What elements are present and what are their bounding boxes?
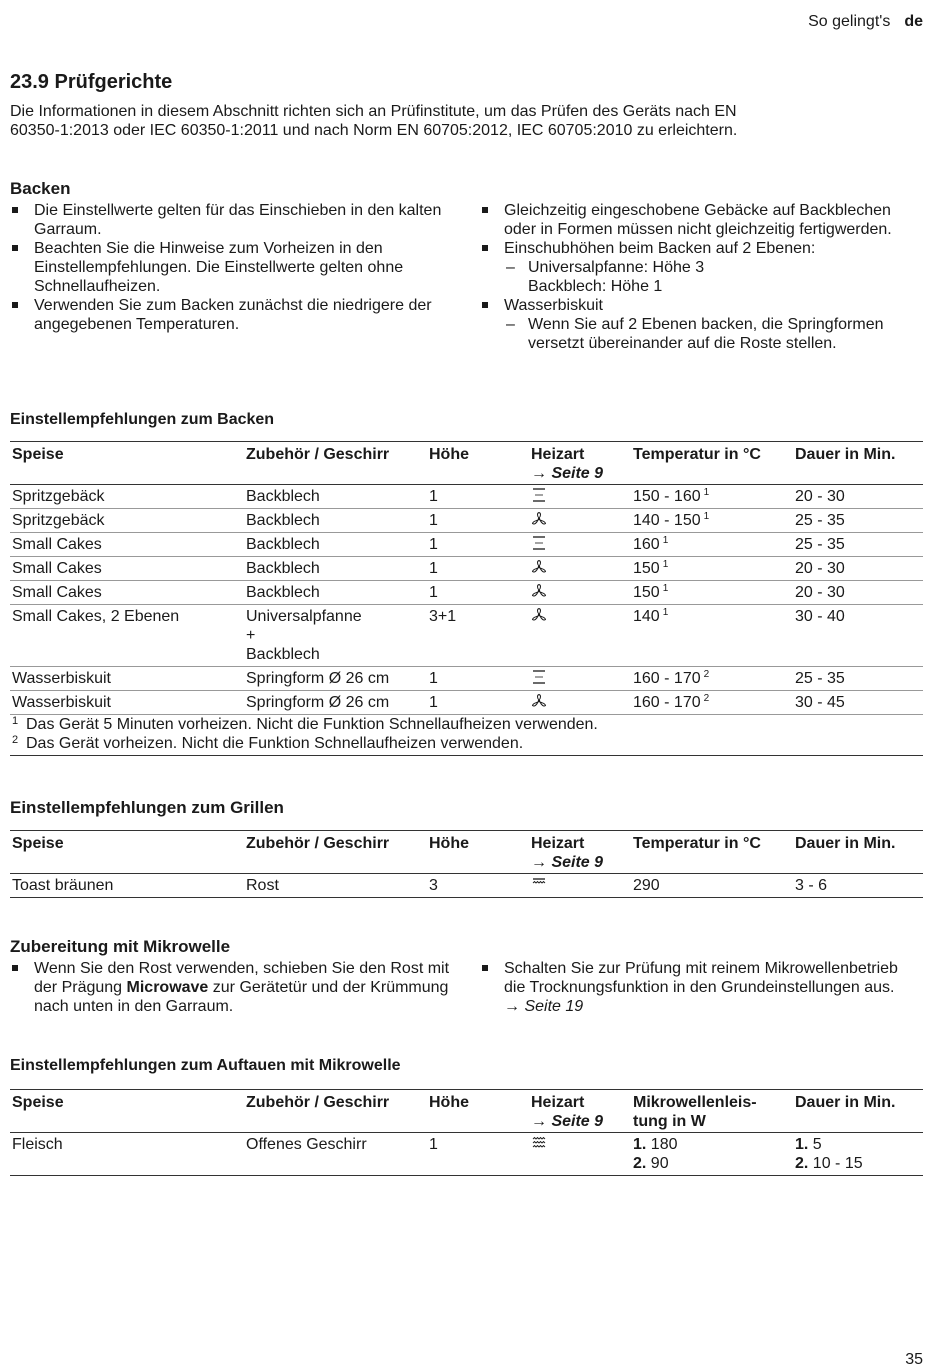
leistung-step	[633, 1154, 791, 1173]
cell-temperatur	[631, 557, 793, 581]
cell-zubehoer: Springform Ø 26 cm	[246, 694, 390, 711]
backen-title: Backen	[10, 179, 71, 198]
step-label: 2.	[633, 1155, 647, 1172]
cell-zubehoer: Offenes Geschirr	[246, 1136, 367, 1153]
mikro-bold-text: Microwave	[126, 979, 209, 996]
cell-heizart	[529, 667, 631, 691]
hot-air-fan-icon	[531, 693, 547, 709]
footnote-text: Das Gerät 5 Minuten vorheizen. Nicht die Funktion Schnellaufheizen verwenden.	[26, 716, 598, 733]
temperature-value: 150	[633, 560, 660, 577]
col-heizart	[529, 442, 631, 485]
temperature-value: 160 - 170	[633, 670, 701, 687]
cell-hoehe: 3+1	[429, 608, 457, 625]
dauer-step	[795, 1154, 921, 1173]
table-header-row	[10, 1090, 923, 1133]
footnote-ref: 2	[703, 668, 710, 680]
col-hoehe: Höhe	[429, 835, 469, 852]
backen-sub-item	[504, 258, 910, 296]
mikro-right-column	[480, 959, 910, 1016]
microwave-icon	[531, 1135, 547, 1151]
hot-air-fan-icon	[531, 607, 547, 623]
cell-speise: Spritzgebäck	[12, 512, 105, 529]
footnote-ref: 2	[703, 692, 710, 704]
col-heizart	[529, 1090, 631, 1133]
footnote-ref: 1	[703, 510, 710, 522]
footnote-ref: 1	[662, 534, 669, 546]
backen-bullet	[480, 239, 910, 296]
cell-temperatur	[631, 581, 793, 605]
page-number: 35	[905, 1351, 923, 1368]
cell-hoehe: 1	[429, 1136, 438, 1153]
cell-heizart	[529, 485, 631, 509]
backen-sub-line: – Universalpfanne: Höhe 3	[528, 259, 705, 276]
cell-hoehe: 3	[429, 877, 438, 894]
col-temperatur: Temperatur in °C	[633, 446, 761, 463]
cell-temperatur	[631, 667, 793, 691]
step-label: 1.	[633, 1136, 647, 1153]
cell-heizart	[529, 874, 631, 898]
auftau-table-title: Einstellempfehlungen zum Auftauen mit Mikrowelle	[10, 1057, 401, 1074]
cell-dauer	[793, 1133, 923, 1176]
backen-bullet-text: Wasserbiskuit	[504, 297, 603, 314]
header-language: de	[904, 13, 923, 30]
cell-dauer: 30 - 45	[795, 694, 845, 711]
hot-air-fan-icon	[531, 583, 547, 599]
cell-speise: Spritzgebäck	[12, 488, 105, 505]
cell-dauer: 20 - 30	[795, 560, 845, 577]
cell-hoehe: 1	[429, 560, 438, 577]
temperature-value: 160	[633, 536, 660, 553]
table-row	[10, 667, 923, 691]
table-row	[10, 533, 923, 557]
cell-heizart	[529, 509, 631, 533]
table-row	[10, 691, 923, 715]
footnote-ref: 1	[662, 606, 669, 618]
backen-bullet	[480, 296, 910, 353]
section-intro-line1: Die Informationen in diesem Abschnitt richten sich an Prüfinstitute, um das Prüfen des Geräts nach EN	[10, 103, 737, 120]
mikro-section	[10, 937, 923, 1016]
cell-speise: Small Cakes	[12, 536, 102, 553]
cell-dauer: 25 - 35	[795, 536, 845, 553]
cell-temperatur	[631, 605, 793, 667]
cell-zubehoer: Springform Ø 26 cm	[246, 670, 390, 687]
col-mikrowellenleistung-line: Mikrowellenleis-	[633, 1094, 757, 1111]
footnote-ref: 1	[662, 582, 669, 594]
cell-hoehe: 1	[429, 694, 438, 711]
col-speise: Speise	[12, 835, 64, 852]
cell-heizart	[529, 1133, 631, 1176]
backen-left-column	[10, 201, 480, 353]
cell-zubehoer	[244, 605, 427, 667]
mikro-text: Wenn Sie den Rost verwenden, schieben Sie den Rost mit der Prägung	[34, 960, 450, 996]
backen-table	[10, 441, 923, 715]
col-zubehoer: Zubehör / Geschirr	[246, 1094, 390, 1111]
top-bottom-heat-icon	[531, 487, 547, 503]
dauer-step	[795, 1135, 921, 1154]
grill-table	[10, 830, 923, 898]
cell-speise: Wasserbiskuit	[12, 670, 111, 687]
table-row	[10, 557, 923, 581]
step-value: 180	[650, 1136, 678, 1153]
cell-temperatur	[631, 691, 793, 715]
temperature-value: 150	[633, 584, 660, 601]
cell-zubehoer: Backblech	[246, 560, 320, 577]
cell-hoehe: 1	[429, 488, 438, 505]
table-row	[10, 485, 923, 509]
cell-temperatur	[631, 509, 793, 533]
hot-air-fan-icon	[531, 511, 547, 527]
cell-dauer: 25 - 35	[795, 670, 845, 687]
backen-bullet: Die Einstellwerte gelten für das Einschieben in den kalten Garraum.	[10, 201, 450, 239]
col-heizart-label: Heizart	[531, 835, 585, 852]
section-intro	[10, 102, 923, 140]
cell-dauer: 30 - 40	[795, 608, 845, 625]
cell-heizart	[529, 557, 631, 581]
temperature-value: 140 - 150	[633, 512, 701, 529]
mikro-bullet	[480, 959, 910, 1016]
cell-temperatur	[631, 485, 793, 509]
mikro-text: zur Gerätetür und der Krümmung nach unten in den Garraum.	[34, 979, 449, 1015]
cell-zubehoer-line: Universalpfanne	[246, 608, 362, 625]
cell-speise: Wasserbiskuit	[12, 694, 111, 711]
header-section-label: So gelingt's	[808, 13, 891, 30]
mikro-bullet	[10, 959, 450, 1016]
cell-speise: Small Cakes, 2 Ebenen	[12, 608, 180, 625]
temperature-value: 150 - 160	[633, 488, 701, 505]
heizart-page-link[interactable]: → Seite 9	[531, 1113, 604, 1130]
mikro-text: Schalten Sie zur Prüfung mit reinem Mikrowellenbetrieb die Trocknungsfunktion in den Grundeinstellungen aus.	[504, 960, 898, 996]
section-title: 23.9 Prüfgerichte	[10, 71, 173, 93]
table-row	[10, 581, 923, 605]
col-speise: Speise	[12, 1094, 64, 1111]
col-heizart-label: Heizart	[531, 1094, 585, 1111]
col-dauer: Dauer in Min.	[795, 835, 896, 852]
cell-dauer: 20 - 30	[795, 488, 845, 505]
footnote-mark: 2	[12, 734, 19, 746]
temperature-value: 140	[633, 608, 660, 625]
footnote-mark: 1	[12, 715, 19, 727]
col-zubehoer: Zubehör / Geschirr	[246, 835, 390, 852]
cell-temperatur: 290	[633, 877, 660, 894]
backen-bullet: Gleichzeitig eingeschobene Gebäcke auf Backblechen oder in Formen müssen nicht gleichzeitig fertigwerden.	[480, 201, 910, 239]
cell-hoehe: 1	[429, 584, 438, 601]
grill-table-section	[10, 798, 923, 898]
table-row	[10, 509, 923, 533]
cell-dauer: 20 - 30	[795, 584, 845, 601]
auftau-table	[10, 1089, 923, 1176]
section-heading-block	[10, 70, 923, 140]
footnote	[10, 715, 923, 734]
mikro-title: Zubereitung mit Mikrowelle	[10, 937, 231, 956]
step-label: 1.	[795, 1136, 809, 1153]
backen-table-footnotes	[10, 715, 923, 756]
step-value: 10 - 15	[812, 1155, 863, 1172]
table-header-row	[10, 831, 923, 874]
col-hoehe: Höhe	[429, 446, 469, 463]
section-intro-line2: 60350-1:2013 oder IEC 60350-1:2011 und nach Norm EN 60705:2012, IEC 60705:2010 zu erleichtern.	[10, 122, 738, 139]
cell-hoehe: 1	[429, 512, 438, 529]
cell-dauer: 25 - 35	[795, 512, 845, 529]
heizart-page-link[interactable]: → Seite 9	[531, 465, 604, 482]
backen-table-section	[10, 410, 923, 756]
cell-zubehoer: Backblech	[246, 536, 320, 553]
mikro-page-link[interactable]: → Seite 19	[504, 998, 584, 1015]
grill-table-title: Einstellempfehlungen zum Grillen	[10, 798, 284, 817]
table-header-row	[10, 442, 923, 485]
cell-heizart	[529, 581, 631, 605]
leistung-step	[633, 1135, 791, 1154]
col-speise: Speise	[12, 446, 64, 463]
step-value: 90	[650, 1155, 669, 1172]
cell-zubehoer-line: Backblech	[246, 646, 320, 663]
cell-hoehe: 1	[429, 670, 438, 687]
backen-section	[10, 179, 923, 353]
cell-temperatur	[631, 533, 793, 557]
col-mikrowellenleistung-line: tung in W	[633, 1113, 706, 1130]
cell-zubehoer: Backblech	[246, 512, 320, 529]
mikro-left-column	[10, 959, 480, 1016]
cell-zubehoer-line: +	[246, 627, 256, 644]
table-row	[10, 874, 923, 898]
step-value: 5	[812, 1136, 822, 1153]
cell-speise: Small Cakes	[12, 560, 102, 577]
cell-speise: Fleisch	[12, 1136, 63, 1153]
cell-heizart	[529, 533, 631, 557]
cell-zubehoer: Backblech	[246, 488, 320, 505]
footnote-ref: 1	[703, 486, 710, 498]
heizart-page-link[interactable]: → Seite 9	[531, 854, 604, 871]
cell-zubehoer: Backblech	[246, 584, 320, 601]
cell-dauer: 3 - 6	[795, 877, 828, 894]
backen-sub-item: – Wenn Sie auf 2 Ebenen backen, die Springformen versetzt übereinander auf die Roste stellen.	[504, 315, 910, 353]
cell-heizart	[529, 691, 631, 715]
backen-bullet: Verwenden Sie zum Backen zunächst die niedrigere der angegebenen Temperaturen.	[10, 296, 450, 334]
temperature-value: 160 - 170	[633, 694, 701, 711]
footnote-text: Das Gerät vorheizen. Nicht die Funktion Schnellaufheizen verwenden.	[26, 735, 524, 752]
col-heizart-label: Heizart	[531, 446, 585, 463]
auftau-table-section	[10, 1056, 923, 1176]
backen-bullet-text: Einschubhöhen beim Backen auf 2 Ebenen:	[504, 240, 816, 257]
backen-right-column	[480, 201, 910, 353]
footnote-ref: 1	[662, 558, 669, 570]
col-zubehoer: Zubehör / Geschirr	[246, 446, 390, 463]
cell-zubehoer: Rost	[246, 877, 279, 894]
col-hoehe: Höhe	[429, 1094, 469, 1111]
grill-icon	[531, 876, 547, 892]
table-row	[10, 1133, 923, 1176]
step-label: 2.	[795, 1155, 809, 1172]
page-header	[808, 12, 923, 31]
col-dauer: Dauer in Min.	[795, 446, 896, 463]
cell-heizart	[529, 605, 631, 667]
cell-speise: Small Cakes	[12, 584, 102, 601]
top-bottom-heat-icon	[531, 535, 547, 551]
col-mikrowellenleistung	[631, 1090, 793, 1133]
hot-air-fan-icon	[531, 559, 547, 575]
col-heizart	[529, 831, 631, 874]
col-dauer: Dauer in Min.	[795, 1094, 896, 1111]
footnote	[10, 734, 923, 753]
top-bottom-heat-icon	[531, 669, 547, 685]
backen-table-title: Einstellempfehlungen zum Backen	[10, 411, 275, 428]
backen-sub-line: Backblech: Höhe 1	[528, 278, 663, 295]
table-row	[10, 605, 923, 667]
col-temperatur: Temperatur in °C	[633, 835, 761, 852]
cell-leistung	[631, 1133, 793, 1176]
cell-speise: Toast bräunen	[12, 877, 114, 894]
cell-hoehe: 1	[429, 536, 438, 553]
backen-bullet: Beachten Sie die Hinweise zum Vorheizen in den Einstellempfehlungen. Die Einstellwerte gelten ohne Schnellaufheizen.	[10, 239, 450, 296]
